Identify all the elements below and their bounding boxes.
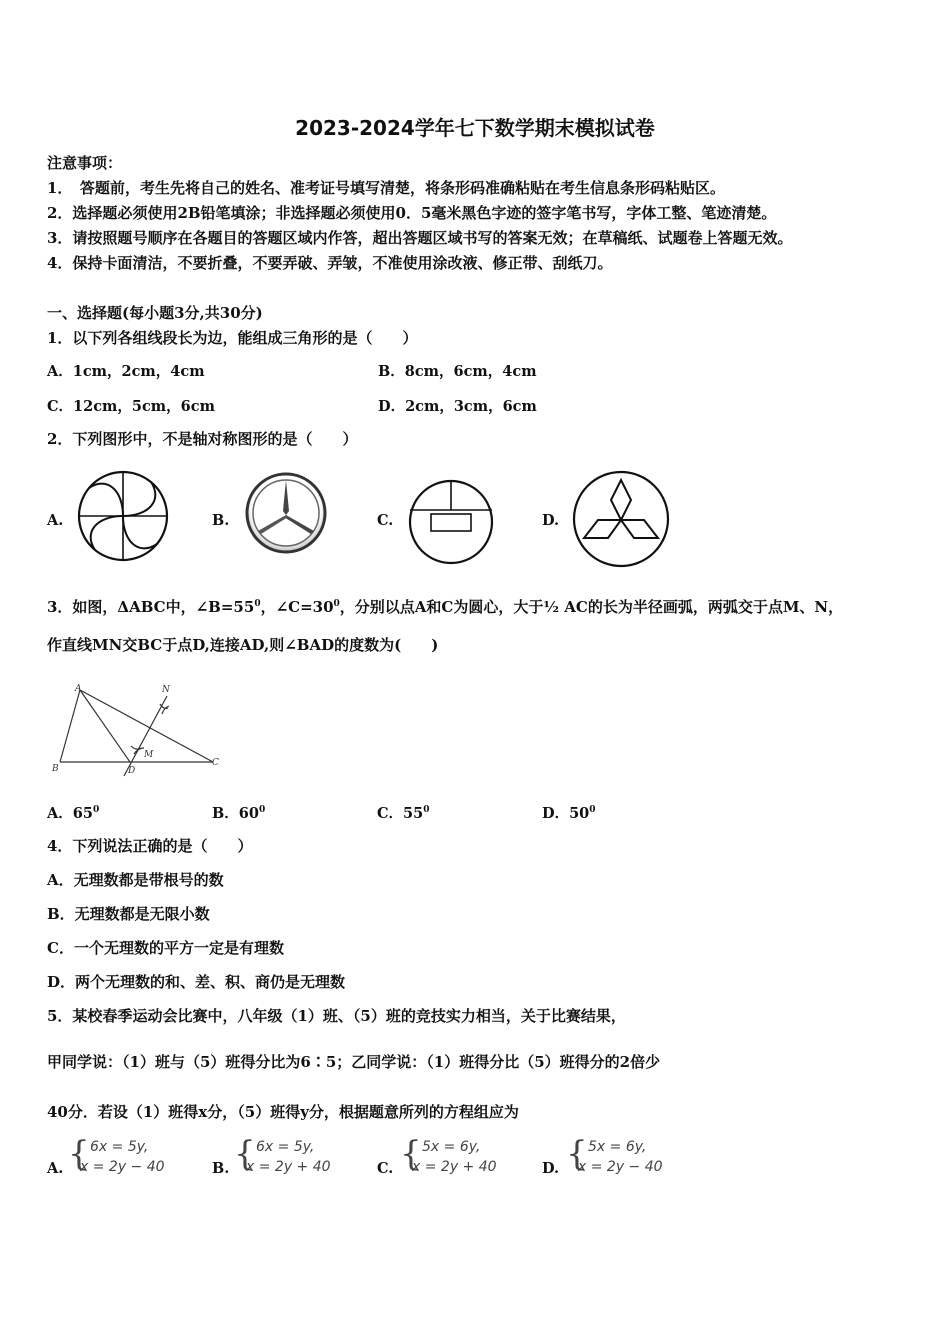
q2-stem: 2．下列图形中，不是轴对称图形的是（ ）: [47, 430, 358, 448]
q5-stem-line1: 5．某校春季运动会比赛中，八年级（1）班、（5）班的竞技实力相当，关于比赛结果，: [47, 1007, 626, 1025]
q3-option-c: [377, 802, 429, 823]
q1-option-a: A．1cm，2cm，4cm: [47, 363, 205, 380]
q4-option-a: A．无理数都是带根号的数: [47, 871, 224, 889]
page-title: 2023-2024学年七下数学期末模拟试卷: [295, 116, 655, 140]
degree-mark: 0: [333, 599, 340, 609]
q5-option-c-eq2: x = 2y + 40: [412, 1159, 497, 1175]
q2-option-a-label: A.: [47, 512, 64, 529]
q1-option-b: B．8cm，6cm，4cm: [378, 363, 537, 380]
q2-option-d-label: D.: [542, 512, 560, 529]
fig-label-n: N: [162, 685, 170, 695]
q5-stem-line2: 甲同学说：（1）班与（5）班得分比为6∶5；乙同学说：（1）班得分比（5）班得分的2倍少: [47, 1053, 661, 1071]
q2-figure-a: [77, 470, 169, 562]
q5-option-c-label: C.: [377, 1160, 394, 1177]
degree-mark: 0: [589, 805, 596, 816]
fig-label-d: D: [128, 766, 136, 776]
q4-stem: 4．下列说法正确的是（ ）: [47, 837, 253, 855]
degree-mark: 0: [92, 805, 100, 816]
q5-option-b-label: B.: [212, 1160, 230, 1177]
q4-option-c: C．一个无理数的平方一定是有理数: [47, 939, 284, 957]
q2-figure-d: [572, 470, 670, 568]
q5-option-d-label: D.: [542, 1160, 560, 1177]
brace-icon: {: [68, 1134, 90, 1174]
fig-label-a: A: [75, 684, 82, 694]
q3-option-b: [212, 802, 265, 823]
degree-mark: 0: [423, 805, 430, 816]
q3-option-a: [47, 802, 99, 823]
brace-icon: {: [566, 1134, 588, 1174]
q5-option-b-eq2: x = 2y + 40: [246, 1159, 331, 1175]
degree-mark: 0: [258, 805, 266, 816]
option-text: C．55: [377, 805, 424, 822]
q2-figure-c: [408, 479, 494, 565]
q5-option-d-eq1: 5x = 6y,: [588, 1139, 647, 1155]
q3-stem-line1: [47, 596, 843, 617]
q3-stem-line2: 作直线MN交BC于点D,连接AD,则∠BAD的度数为( ): [47, 636, 439, 654]
brace-icon: {: [234, 1134, 256, 1174]
option-text: B．60: [212, 805, 259, 822]
fig-label-m: M: [144, 750, 154, 760]
notice-item: 2．选择题必须使用2B铅笔填涂；非选择题必须使用0．5毫米黑色字迹的签字笔书写，字体工整、笔迹清楚。: [47, 204, 777, 222]
brace-icon: {: [400, 1134, 422, 1174]
q3-stem-part: 3．如图，ΔABC中，∠B=55: [47, 598, 255, 616]
q5-option-a-eq2: x = 2y − 40: [80, 1159, 165, 1175]
q3-triangle-figure: [48, 684, 228, 778]
q1-option-c: C．12cm，5cm，6cm: [47, 398, 215, 415]
q1-option-d: D．2cm，3cm，6cm: [378, 398, 537, 415]
notice-item: 3．请按照题号顺序在各题目的答题区域内作答，超出答题区域书写的答案无效；在草稿纸、试题卷上答题无效。: [47, 229, 793, 247]
section-heading: 一、选择题(每小题3分,共30分): [47, 304, 263, 322]
q5-option-c-eq1: 5x = 6y,: [422, 1139, 481, 1155]
q2-option-b-label: B.: [212, 512, 230, 529]
q2-figure-b-mercedes: [245, 472, 327, 554]
q5-stem-line3: 40分．若设（1）班得x分，（5）班得y分，根据题意所列的方程组应为: [47, 1103, 519, 1121]
notice-item: 4．保持卡面清洁，不要折叠，不要弄破、弄皱，不准使用涂改液、修正带、刮纸刀。: [47, 254, 613, 272]
fig-label-b: B: [52, 764, 59, 774]
q5-option-a-label: A.: [47, 1160, 64, 1177]
fig-label-c: C: [212, 758, 219, 768]
q5-option-d-eq2: x = 2y − 40: [578, 1159, 663, 1175]
q5-option-a-eq1: 6x = 5y,: [90, 1139, 149, 1155]
degree-mark: 0: [254, 599, 261, 609]
notice-heading: 注意事项：: [47, 154, 123, 172]
q3-stem-part: ，分别以点A和C为圆心，大于½ AC的长为半径画弧，两弧交于点M、N，: [339, 598, 844, 616]
option-text: A．65: [47, 805, 93, 822]
q2-option-c-label: C.: [377, 512, 394, 529]
q4-option-d: D．两个无理数的和、差、积、商仍是无理数: [47, 973, 346, 991]
q4-option-b: B．无理数都是无限小数: [47, 905, 210, 923]
option-text: D．50: [542, 805, 590, 822]
notice-item: 1． 答题前，考生先将自己的姓名、准考证号填写清楚，将条形码准确粘贴在考生信息条形码粘贴区。: [47, 179, 725, 197]
q5-option-b-eq1: 6x = 5y,: [256, 1139, 315, 1155]
q3-option-d: [542, 802, 596, 823]
q1-stem: 1．以下列各组线段长为边，能组成三角形的是（ ）: [47, 329, 418, 347]
q3-stem-part: ，∠C=30: [260, 598, 334, 616]
